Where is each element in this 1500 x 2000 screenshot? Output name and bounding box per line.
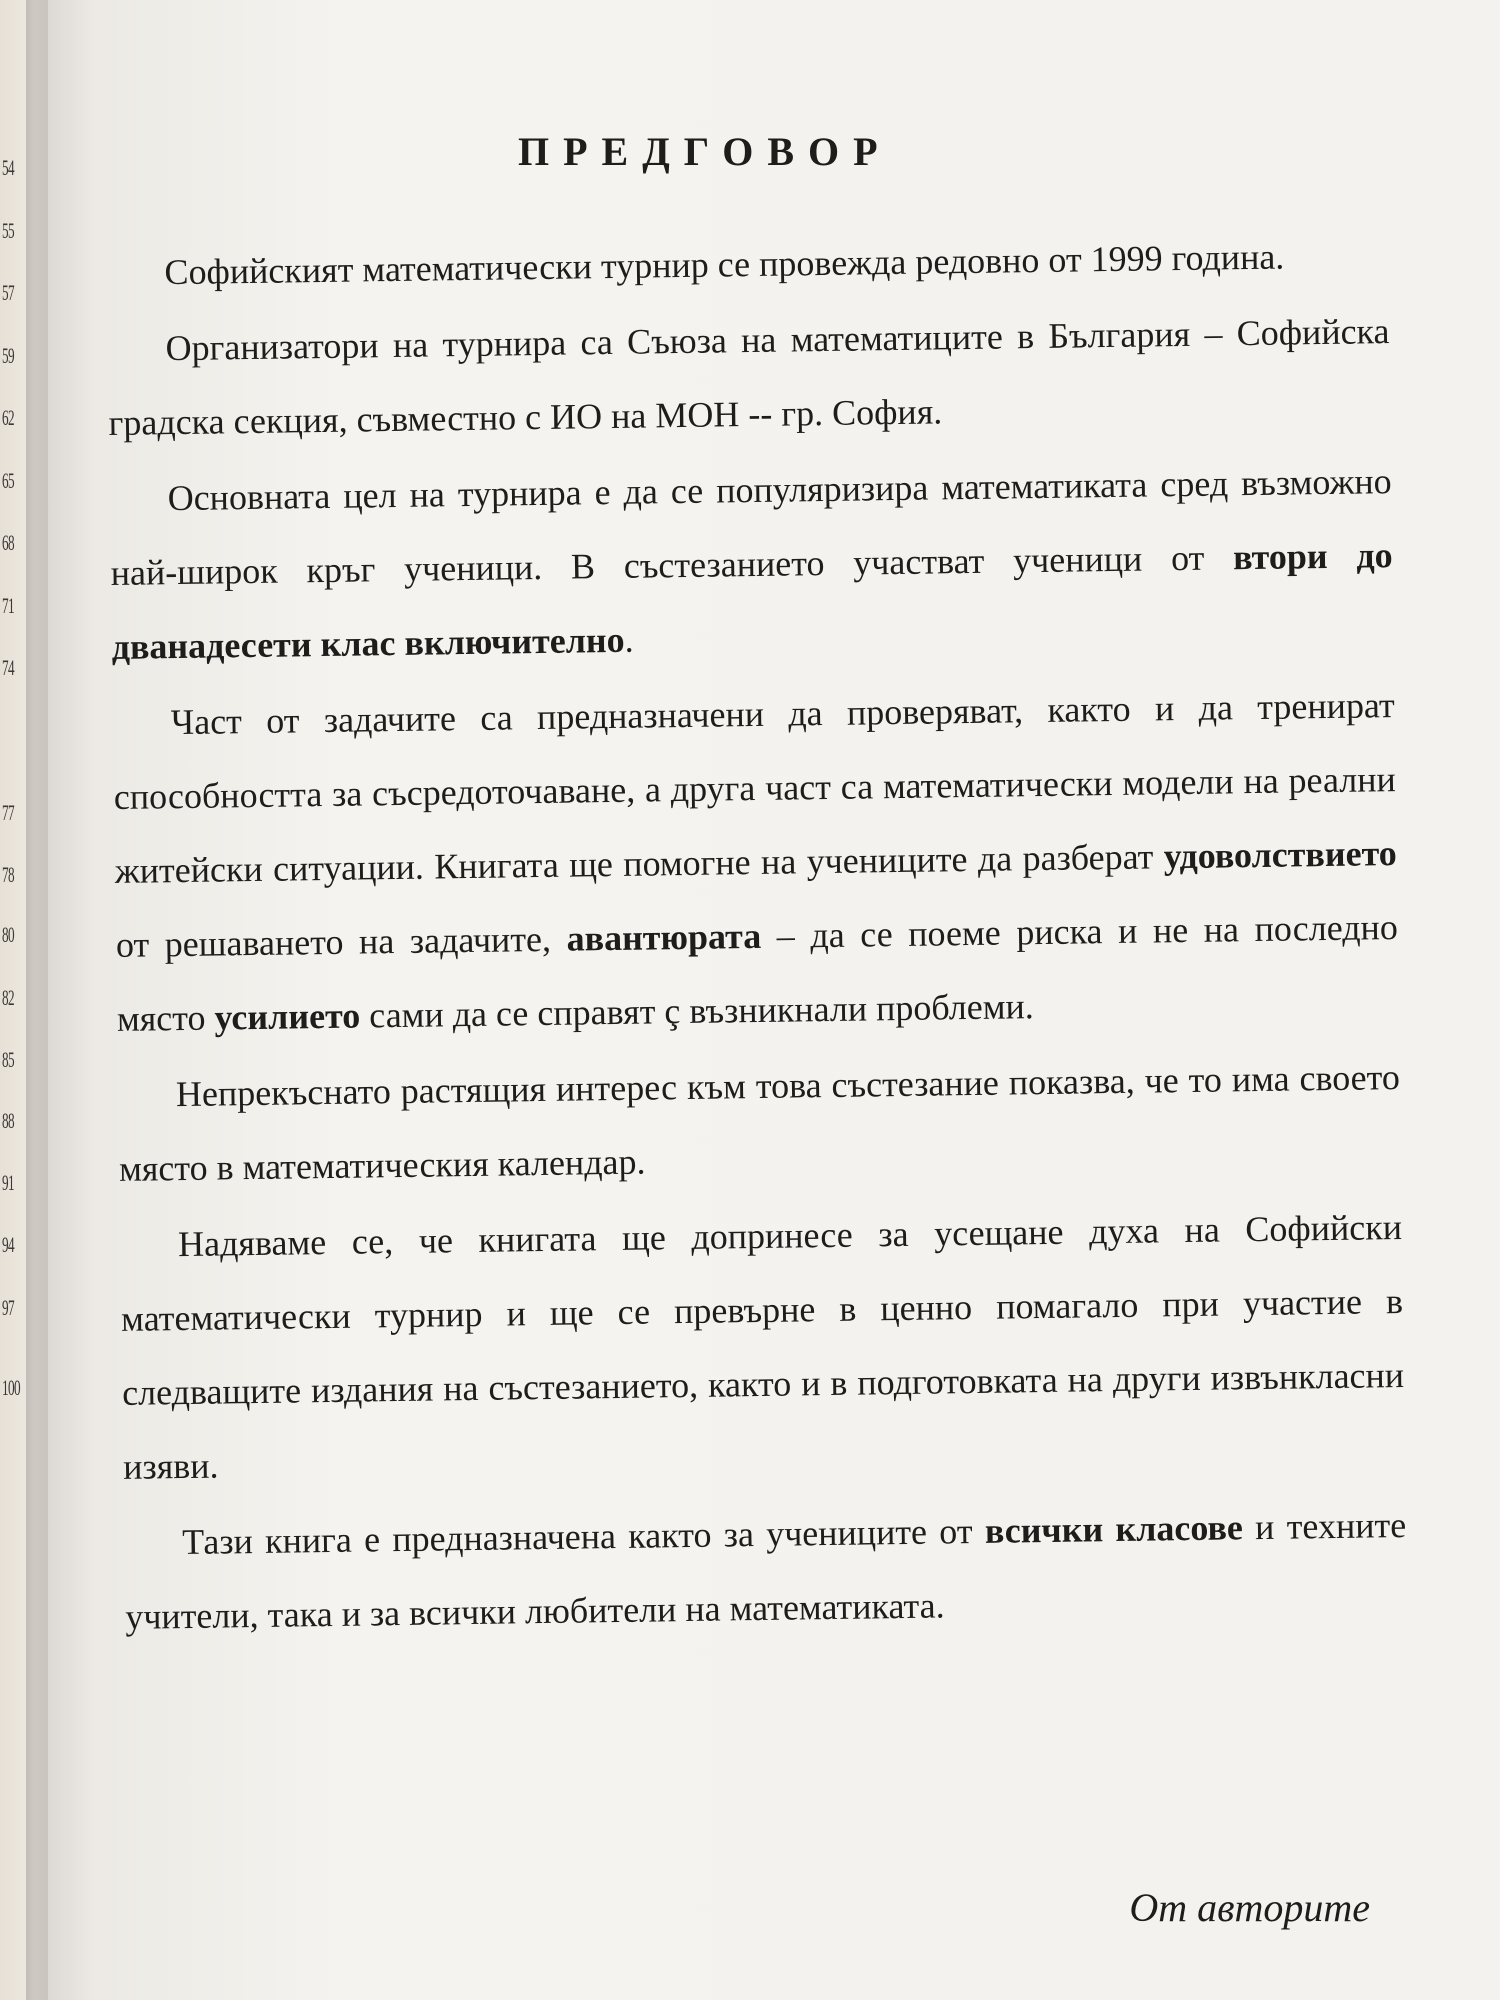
paragraph xyxy=(112,668,1399,1056)
text-segment: сами да се справят ç възникнали проблеми. xyxy=(359,986,1035,1036)
paragraph xyxy=(107,294,1391,460)
margin-page-number: 65 xyxy=(2,468,14,493)
paragraph xyxy=(117,1040,1401,1206)
text-segment: Част от задачите са предназначени да проверяват, както и да тренират способността за съсредоточаване, а друга част са математически модели на реални житейски ситуации. Книгата ще помогне на учениците да разберат xyxy=(113,685,1396,891)
margin-page-number: 82 xyxy=(2,985,14,1010)
text-segment: – да се поеме риска и не на последно място xyxy=(116,907,1399,1039)
paragraph xyxy=(109,444,1394,684)
paragraph xyxy=(120,1190,1406,1504)
bold-text: усилието xyxy=(214,995,361,1038)
margin-page-number: 54 xyxy=(2,155,14,180)
text-segment: Непрекъснато растящия интерес към това състезание показва, че то има своето място в математическия календар. xyxy=(118,1057,1401,1189)
margin-page-number: 77 xyxy=(2,800,14,825)
margin-page-numbers xyxy=(2,0,26,2000)
margin-page-number: 78 xyxy=(2,862,14,887)
margin-page-number: 59 xyxy=(2,343,14,368)
text-segment: . xyxy=(624,619,634,660)
bold-text: авантюрата xyxy=(566,915,762,959)
margin-page-number: 97 xyxy=(2,1295,14,1320)
text-segment: Надяваме се, че книгата ще допринесе за усещане духа на Софийски математически турнир и ще се превърне в ценно помагало при участие в следващите издания на състезанието, както и в подготовката на други извънкласни изяви. xyxy=(120,1207,1405,1487)
margin-page-number: 80 xyxy=(2,922,14,947)
margin-page-number: 55 xyxy=(2,218,14,243)
margin-page-number: 71 xyxy=(2,593,14,618)
bold-text: удоволствието xyxy=(1163,833,1398,877)
margin-page-number: 94 xyxy=(2,1232,14,1257)
text-segment: и техните учители, така и за всички любители на математиката. xyxy=(125,1504,1407,1637)
margin-page-number: 68 xyxy=(2,530,14,555)
paragraph xyxy=(124,1488,1408,1654)
bold-text: всички класове xyxy=(984,1507,1244,1551)
text-segment: от решаването на задачите, xyxy=(115,918,567,965)
margin-page-number: 91 xyxy=(2,1170,14,1195)
margin-page-number: 88 xyxy=(2,1108,14,1133)
text-segment: Тази книга е предназначена както за учениците от xyxy=(181,1510,986,1563)
margin-page-number: 74 xyxy=(2,655,14,680)
margin-page-number: 85 xyxy=(2,1047,14,1072)
page-title: ПРЕДГОВОР xyxy=(518,129,892,174)
margin-page-number: 57 xyxy=(2,280,14,305)
text-segment: Основната цел на турнира е да се популяризира математиката сред възможно най-широк кръг ученици. В състезанието участват ученици от xyxy=(110,461,1392,593)
preface-body xyxy=(106,218,1408,1654)
margin-page-number: 100 xyxy=(2,1375,20,1400)
text-segment: Софийският математически турнир се провежда редовно от 1999 година. xyxy=(164,236,1285,293)
margin-page-number: 62 xyxy=(2,405,14,430)
book-page xyxy=(48,0,1500,2000)
bold-text: втори до дванадесети клас включително xyxy=(111,535,1393,667)
signature: От авторите xyxy=(1129,1885,1370,1930)
text-segment: Организатори на турнира са Съюза на математиците в България – Софийска градска секция, съвместно с ИО на МОН -- гр. София. xyxy=(108,311,1390,443)
